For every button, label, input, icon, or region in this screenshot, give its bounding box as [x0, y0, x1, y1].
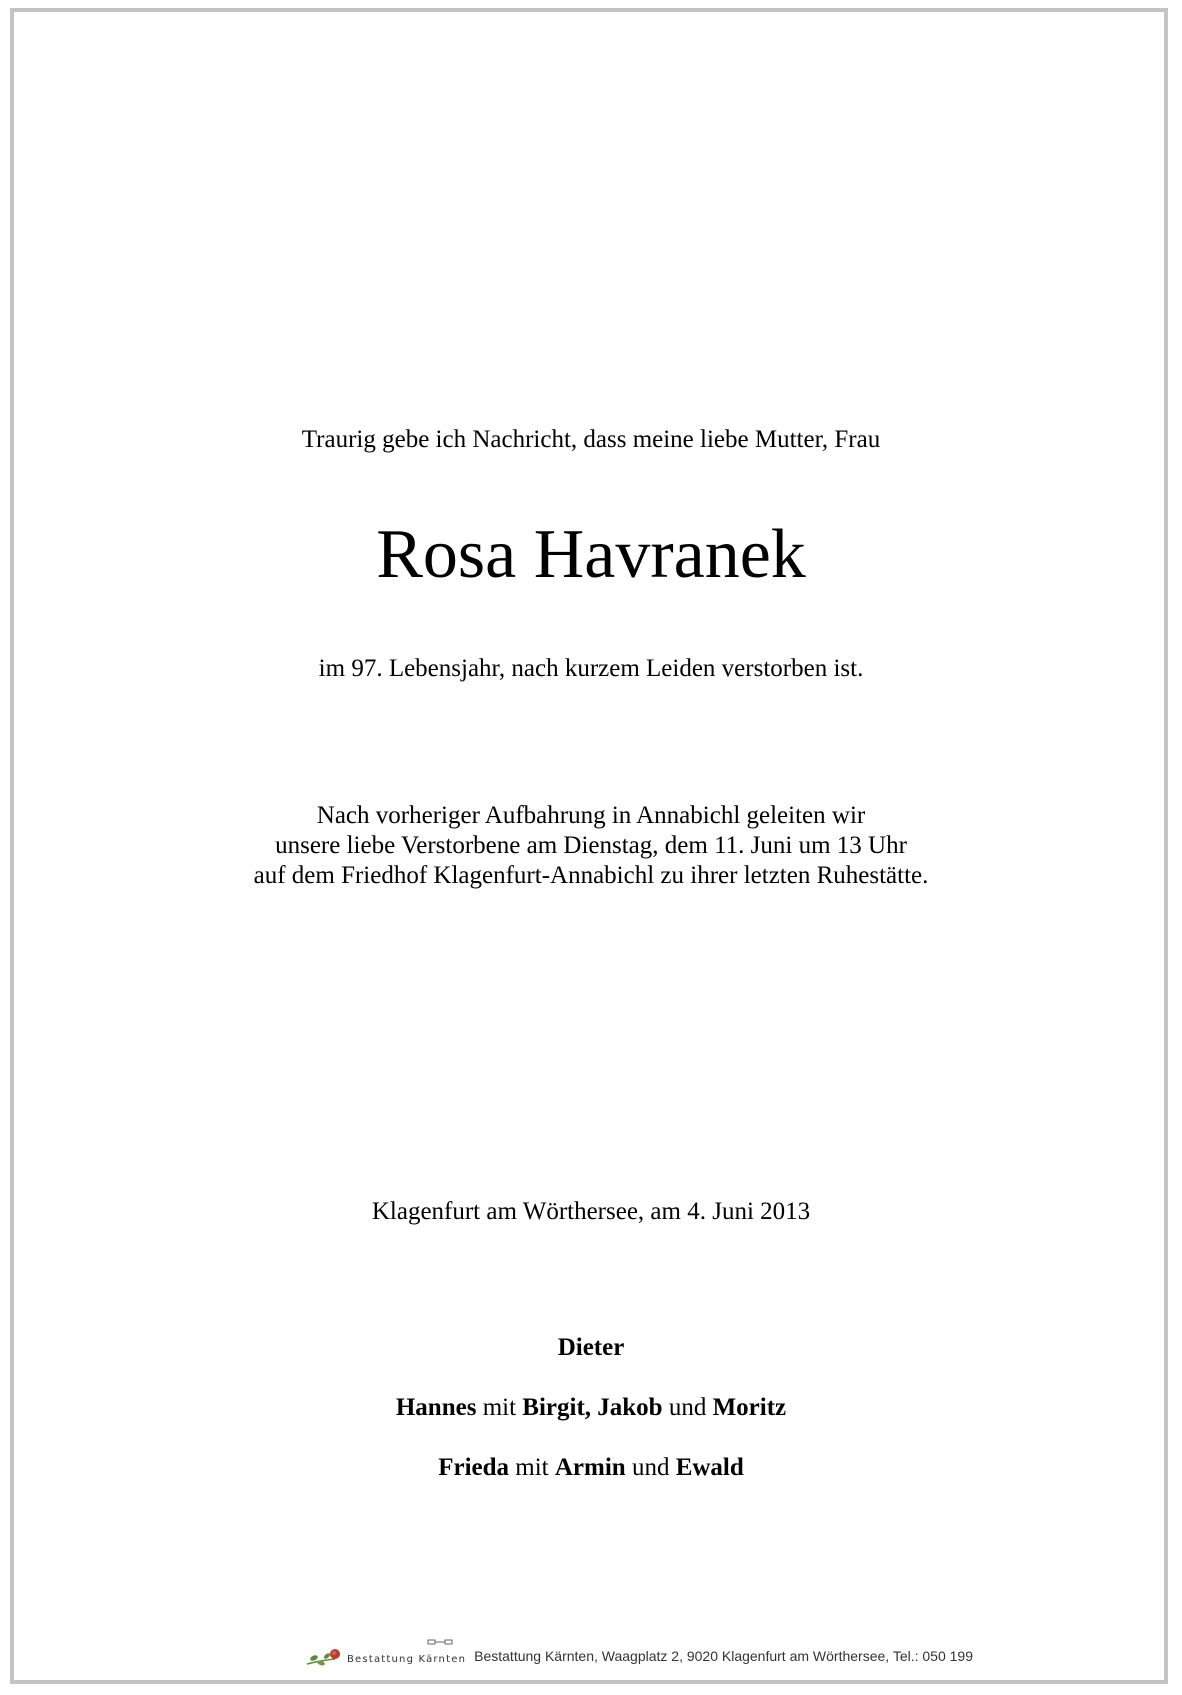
family-name: Ewald [675, 1454, 744, 1481]
family-name: Birgit, Jakob [522, 1394, 663, 1421]
funeral-home-logo [305, 1642, 466, 1668]
family-name: Frieda [438, 1454, 510, 1481]
deceased-name: Rosa Havranek [376, 516, 806, 593]
family-line-3 [0, 1454, 1182, 1482]
family-line-2 [0, 1394, 1182, 1422]
family-name: Armin [554, 1454, 626, 1481]
connector-word: mit [482, 1394, 517, 1421]
funeral-details [0, 801, 1182, 891]
connector-word: mit [515, 1454, 549, 1481]
family-name: Dieter [557, 1334, 625, 1361]
rose-icon [305, 1642, 345, 1668]
family-name: Hannes [395, 1394, 477, 1421]
place-date: Klagenfurt am Wörthersee, am 4. Juni 2013 [371, 1198, 811, 1225]
family-line-1 [0, 1334, 1182, 1362]
intro-text: Traurig gebe ich Nachricht, dass meine liebe Mutter, Frau [301, 426, 881, 453]
ornament-icon [427, 1638, 453, 1646]
footer [305, 1640, 973, 1670]
funeral-line: Nach vorheriger Aufbahrung in Annabichl geleiten wir [316, 802, 866, 829]
connector-word: und [668, 1394, 707, 1421]
funeral-line: auf dem Friedhof Klagenfurt-Annabichl zu ihrer letzten Ruhestätte. [253, 862, 929, 889]
family-name: Moritz [712, 1394, 787, 1421]
footer-address: Bestattung Kärnten, Waagplatz 2, 9020 Klagenfurt am Wörthersee, Tel.: 050 199 [474, 1648, 973, 1664]
funeral-line: unsere liebe Verstorbene am Dienstag, dem 11. Juni um 13 Uhr [275, 832, 907, 859]
logo-text: Bestattung Kärnten [347, 1653, 467, 1665]
age-line: im 97. Lebensjahr, nach kurzem Leiden verstorben ist. [318, 655, 864, 682]
connector-word: und [631, 1454, 670, 1481]
